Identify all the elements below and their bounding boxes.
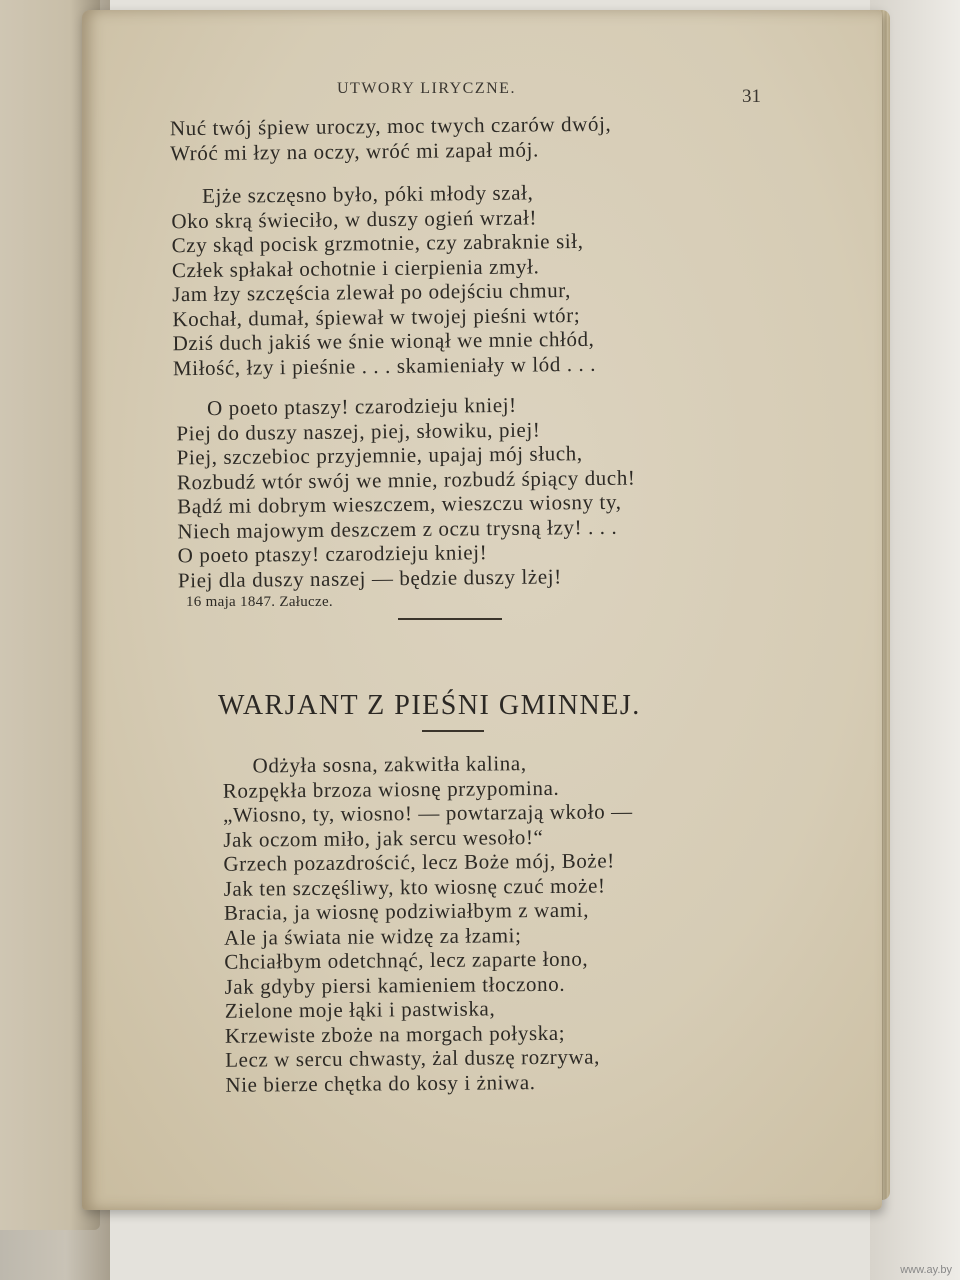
verse-line: Jam łzy szczęścia zlewał po odejściu chmur,: [172, 278, 571, 307]
poem1-stanza-3: [176, 392, 637, 593]
verse-line: Bracia, ja wiosnę podziwiałbym z wami,: [223, 897, 590, 925]
verse-line: Oko skrą świeciło, w duszy ogień wrzał!: [171, 204, 538, 233]
verse-line: Rozpękła brzoza wiosnę przypomina.: [222, 775, 560, 803]
verse-line: Piej do duszy naszej, piej, słowiku, piej!: [176, 417, 541, 445]
page-number: 31: [742, 86, 761, 107]
verse-line: Niech majowym deszczem z oczu trysną łzy! . . .: [177, 514, 618, 543]
verse-line: „Wiosno, ty, wiosno! — powtarzają wkoło —: [222, 799, 633, 827]
date-place-signature: 16 maja 1847. Załucze.: [186, 594, 333, 610]
verse-line: Lecz w sercu chwasty, żal duszę rozrywa,: [225, 1044, 601, 1072]
book-page: [82, 10, 882, 1210]
verse-line: Dziś duch jakiś we śnie wionął we mnie chłód,: [172, 326, 595, 356]
verse-line: Ale ja świata nie widzę za łzami;: [224, 922, 522, 950]
verse-line: Zielone moje łąki i pastwiska,: [224, 996, 496, 1023]
verse-line: Piej dla duszy naszej — będzie duszy lżej!: [177, 563, 562, 592]
verse-line: Nie bierze chętka do kosy i żniwa.: [225, 1069, 536, 1097]
verse-line: Miłość, łzy i pieśnie . . . skamieniały w lód . . .: [172, 351, 597, 380]
verse-line: O poeto ptaszy! czarodzieju kniej!: [206, 392, 517, 421]
verse-line: Jak ten szczęśliwy, kto wiosnę czuć może!: [223, 872, 606, 901]
poem1-stanza-2: [171, 180, 596, 380]
title-underline: [422, 730, 484, 732]
verse-line: Wróć mi łzy na oczy, wróć mi zapał mój.: [170, 136, 539, 165]
watermark: www.ay.by: [900, 1264, 952, 1276]
verse-line: Odżyła sosna, zakwitła kalina,: [252, 751, 527, 778]
verse-line: Człek spłakał ochotnie i cierpienia zmył.: [171, 253, 540, 282]
verse-line: Ejże szczęsno było, póki młody szał,: [201, 180, 534, 208]
verse-line: Rozbudź wtór swój we mnie, rozbudź śpiący duch!: [176, 465, 636, 494]
verse-line: Nuć twój śpiew uroczy, moc twych czarów dwój,: [169, 111, 612, 141]
poem1-stanza-1: [170, 112, 612, 166]
verse-line: Grzech pozazdrościć, lecz Boże mój, Boże!: [223, 848, 615, 876]
section-divider: [398, 618, 502, 620]
verse-line: Bądź mi dobrym wieszczem, wieszczu wiosny ty,: [177, 489, 622, 519]
verse-line: Jak oczom miło, jak sercu wesoło!“: [223, 824, 544, 852]
poem2-stanza: [223, 750, 636, 1097]
poem-title: WARJANT Z PIEŚNI GMINNEJ.: [218, 690, 641, 721]
verse-line: Chciałbym odetchnąć, lecz zaparte łono,: [224, 946, 589, 974]
verse-line: Piej, szczebioc przyjemnie, upajaj mój słuch,: [176, 441, 583, 470]
verse-line: O poeto ptaszy! czarodzieju kniej!: [177, 540, 488, 568]
verse-line: Krzewiste zboże na morgach połyska;: [224, 1020, 566, 1048]
verse-line: Jak gdyby piersi kamieniem tłoczono.: [224, 971, 566, 999]
verse-line: Kochał, dumał, śpiewał w twojej pieśni wtór;: [172, 302, 581, 331]
running-head: UTWORY LIRYCZNE.: [337, 80, 516, 97]
verse-line: Czy skąd pocisk grzmotnie, czy zabraknie sił,: [171, 228, 584, 258]
